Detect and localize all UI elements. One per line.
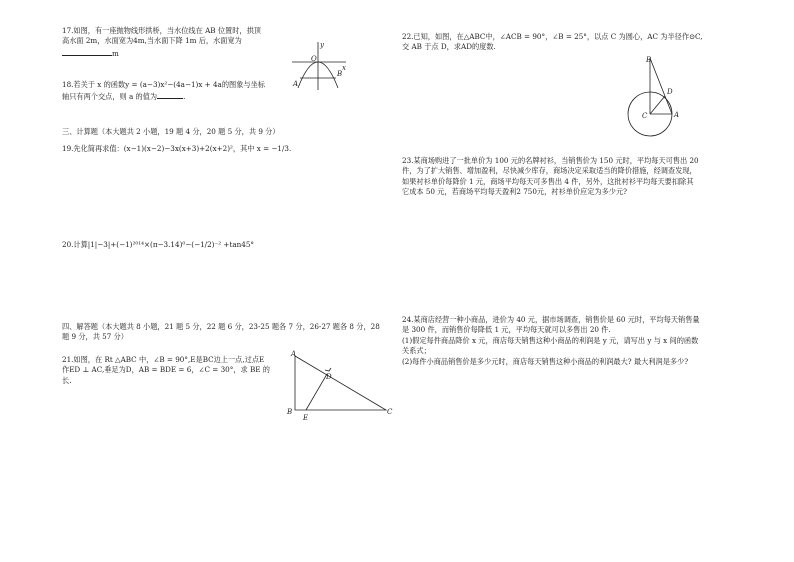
label-x: x xyxy=(342,64,346,72)
left-column xyxy=(62,0,402,562)
q18-line-1: 18.若关于 x 的函数y = (a−3)x²−(4a−1)x + 4a的图象与坐标 xyxy=(62,80,265,89)
q18-line-2-text: 轴只有两个交点，则 a 的值为 xyxy=(62,92,158,102)
q18-answer-blank[interactable] xyxy=(157,90,186,102)
question-18 xyxy=(62,80,402,103)
section-4-heading xyxy=(62,322,402,343)
segment-ed xyxy=(306,374,327,410)
q17-line-1: 17.如图，有一座抛物线形拱桥，当水位线在 AB 位置时，拱顶 xyxy=(62,26,261,35)
q23-line-1: 23.某商场购进了一批单价为 100 元的名牌衬衫，当销售价为 150 元时，平均每天可售出 20 xyxy=(402,156,699,165)
q17-answer-blank[interactable] xyxy=(62,47,112,56)
q23-line-3: 如果衬衫单价每降价 1 元，商场平均每天可多售出 4 件，另外，这批衬衫平均每天要扣除其 xyxy=(402,176,694,186)
label-a: A xyxy=(293,80,299,88)
q22-line-1: 22.已知，如图，在△ABC中，∠ACB = 90°，∠B = 25°，以点 C 为圆心，AC 为半径作⊙C, xyxy=(402,32,703,41)
sec4-line-1: 四、解答题（本大题共 8 小题，21 题 5 分，22 题 6 分，23-25 题各 7 分，26-27 题各 8 分，28 xyxy=(62,322,380,331)
question-17 xyxy=(62,26,402,59)
segment-ab xyxy=(650,58,672,114)
q21-line-3: 长. xyxy=(62,375,72,385)
question-19: 19.先化简再求值：(x−1)(x−2)−3x(x+3)+2(x+2)²，其中 x = −1/3. xyxy=(62,144,292,153)
label-b: B xyxy=(287,408,293,416)
question-22 xyxy=(402,32,747,53)
q17-line-3 xyxy=(62,47,402,59)
q18-line-2 xyxy=(62,90,402,102)
label-c: C xyxy=(387,408,393,416)
right-column xyxy=(402,0,747,562)
label-y: y xyxy=(320,41,324,49)
q24-line-3: (1)假定每件商品降价 x 元，商店每天销售这种小商品的利润是 y 元，请写出 y 与 x 间的函数 xyxy=(402,335,699,345)
q23-line-2: 件，为了扩大销售、增加盈利，尽快减少库存，商场决定采取适当的降价措施，经调查发现， xyxy=(402,166,697,176)
triangle-abc xyxy=(295,356,386,410)
label-a: A xyxy=(674,111,680,119)
q21-line-2: 作ED ⊥ AC,垂足为D，AB = BDE = 6，∠C = 30°，求 BE 的 xyxy=(62,365,270,375)
circle-triangle-figure xyxy=(622,54,692,134)
question-24 xyxy=(402,315,747,367)
label-b: B xyxy=(337,70,343,78)
label-a: A xyxy=(291,350,297,358)
label-d: D xyxy=(667,88,673,96)
label-d: D xyxy=(326,373,332,381)
label-b: B xyxy=(646,56,652,64)
q18-period: . xyxy=(183,92,186,102)
sec4-line-2: 题 9 分，共 57 分） xyxy=(62,332,128,342)
q21-line-1: 21.如图，在 Rt △ABC 中，∠B = 90°,E是BC边上一点,过点E xyxy=(62,355,265,364)
q24-line-5: (2)每件小商品销售价是多少元时，商店每天销售这种小商品的利润最大? 最大利润是多少? xyxy=(402,356,689,366)
question-21 xyxy=(62,355,284,386)
segment-cd xyxy=(650,96,665,114)
label-c: C xyxy=(642,112,648,120)
q24-line-4: 关系式； xyxy=(402,346,431,356)
section-3-heading: 三、计算题（本大题共 2 小题，19 题 4 分，20 题 5 分，共 9 分） xyxy=(62,127,280,136)
q17-unit: m xyxy=(112,48,119,58)
q23-line-4: 它成本 50 元，若商场平均每天盈利2 750元，衬衫单价应定为多少元? xyxy=(402,187,628,197)
label-e: E xyxy=(303,414,309,422)
right-triangle-figure xyxy=(286,350,396,422)
q24-line-2: 是 300 件，而销售价每降低 1 元，平均每天就可以多售出 20 件. xyxy=(402,325,611,335)
q24-line-1: 24.某商店经营一种小商品，进价为 40 元，据市场调查，销售价是 60 元时，平均每天销售量 xyxy=(402,315,700,324)
question-20: 20.计算|1|−3|+(−1)²⁰¹⁴×(π−3.14)⁰−(−1/2)⁻² +tan45° xyxy=(62,240,254,249)
q22-line-2: 交 AB 于点 D，求AD的度数. xyxy=(402,42,496,52)
right-angle-mark-d xyxy=(325,368,331,371)
question-23 xyxy=(402,156,747,198)
label-o: O xyxy=(311,55,317,63)
q17-line-2: 高水面 2m，水面宽为4m,当水面下降 1m 后，水面宽为 xyxy=(62,36,242,46)
